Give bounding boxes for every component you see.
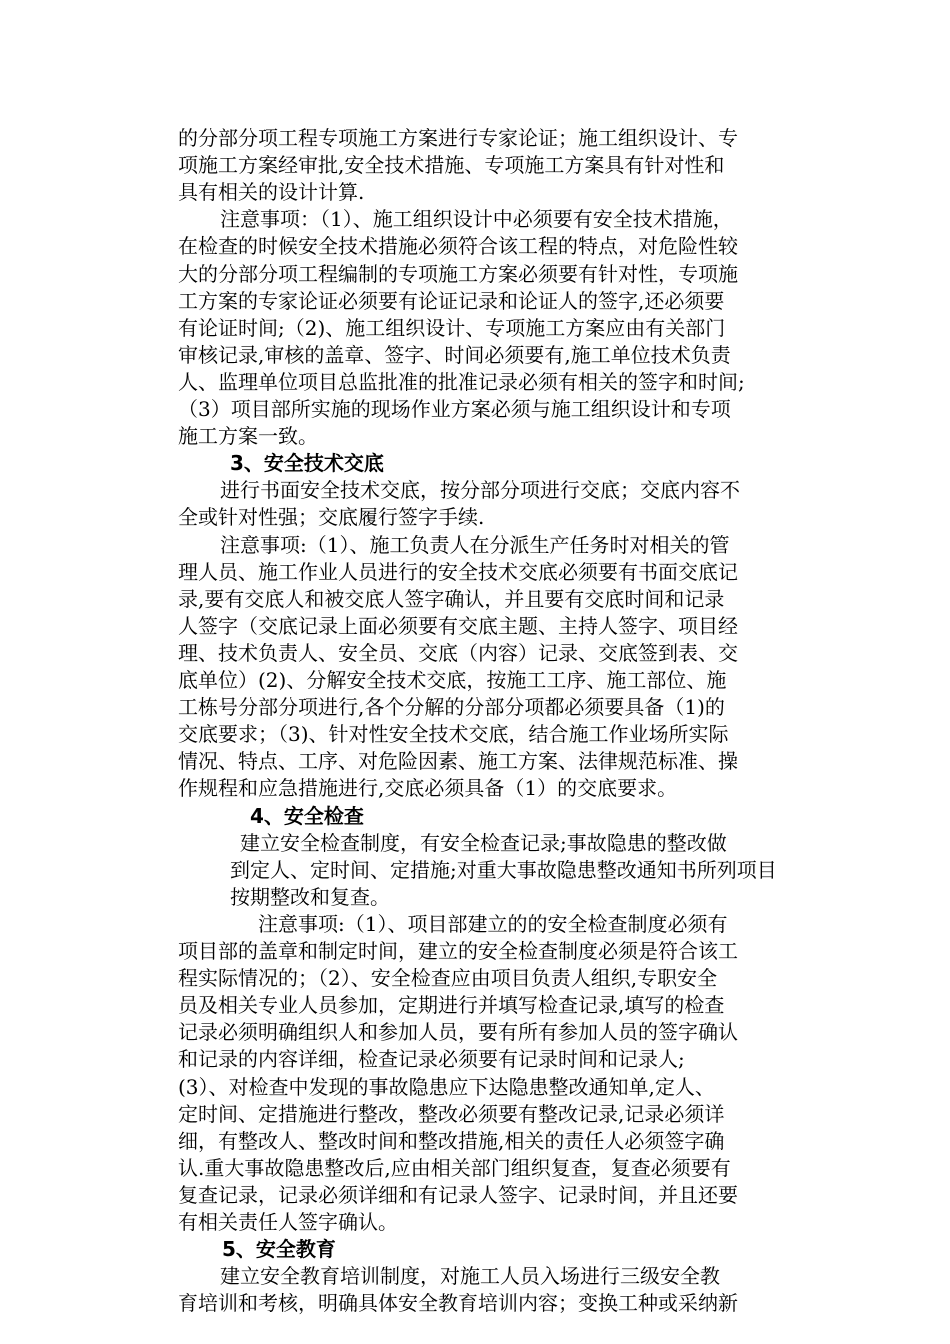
paragraph-line: 和记录的内容详细，检查记录必须要有记录时间和记录人; (178, 1047, 685, 1072)
paragraph-line: 人签字（交底记录上面必须要有交底主题、主持人签字、项目经 (178, 613, 738, 638)
paragraph-line: 建立安全教育培训制度，对施工人员入场进行三级安全教 (220, 1264, 720, 1289)
paragraph-line: 细，有整改人、整改时间和整改措施,相关的责任人必须签字确 (178, 1128, 725, 1153)
paragraph-line: 理人员、施工作业人员进行的安全技术交底必须要有书面交底记 (178, 559, 738, 584)
paragraph-line: 录,要有交底人和被交底人签字确认，并且要有交底时间和记录 (178, 586, 725, 611)
paragraph-line: 大的分部分项工程编制的专项施工方案必须要有针对性，专项施 (178, 261, 738, 286)
paragraph-line: (3）、对检查中发现的事故隐患应下达隐患整改通知单,定人、 (178, 1074, 715, 1099)
paragraph-line: 审核记录,审核的盖章、签字、时间必须要有,施工单位技术负责 (178, 342, 731, 367)
paragraph-line: 按期整改和复查。 (230, 884, 390, 909)
paragraph-line: 认.重大事故隐患整改后,应由相关部门组织复查，复查必须要有 (178, 1155, 731, 1180)
paragraph-line: 交底要求；（3)、针对性安全技术交底，结合施工作业场所实际 (178, 722, 729, 747)
paragraph-line: 注意事项:（1）、项目部建立的的安全检查制度必须有 (258, 911, 728, 936)
paragraph-line: 在检查的时候安全技术措施必须符合该工程的特点，对危险性较 (178, 234, 738, 259)
paragraph-line: 有论证时间;（2)、施工组织设计、专项施工方案应由有关部门 (178, 315, 726, 340)
section-heading: 5、安全教育 (222, 1237, 336, 1262)
paragraph-line: 项施工方案经审批,安全技术措施、专项施工方案具有针对性和 (178, 153, 725, 178)
paragraph-line: 定时间、定措施进行整改，整改必须要有整改记录,记录必须详 (178, 1101, 725, 1126)
paragraph-line: 复查记录，记录必须详细和有记录人签字、记录时间，并且还要 (178, 1182, 738, 1207)
paragraph-line: 有相关责任人签字确认。 (178, 1210, 398, 1234)
paragraph-line: 底单位）(2)、分解安全技术交底，按施工工序、施工部位、施 (178, 668, 727, 692)
paragraph-line: 的分部分项工程专项施工方案进行专家论证；施工组织设计、专 (178, 126, 738, 150)
paragraph-line: 项目部的盖章和制定时间，建立的安全检查制度必须是符合该工 (178, 939, 738, 963)
section-heading: 4、安全检查 (250, 803, 364, 828)
paragraph-line: 具有相关的设计计算. (178, 180, 365, 205)
paragraph-line: 员及相关专业人员参加，定期进行并填写检查记录,填写的检查 (178, 993, 725, 1018)
paragraph-line: 到定人、定时间、定措施;对重大事故隐患整改通知书所列项目 (230, 857, 777, 882)
paragraph-line: 全或针对性强；交底履行签字手续. (178, 505, 485, 530)
paragraph-line: 情况、特点、工序、对危险因素、施工方案、法律规范标准、操 (178, 749, 738, 774)
paragraph-line: 注意事项：（1）、施工组织设计中必须要有安全技术措施， (220, 207, 733, 232)
paragraph-line: 理、技术负责人、安全员、交底（内容）记录、交底签到表、交 (178, 640, 738, 665)
section-heading: 3、安全技术交底 (230, 451, 384, 476)
paragraph-line: 进行书面安全技术交底，按分部分项进行交底；交底内容不 (220, 478, 740, 503)
paragraph-line: 注意事项:（1）、施工负责人在分派生产任务时对相关的管 (220, 532, 730, 557)
paragraph-line: 建立安全检查制度，有安全检查记录;事故隐患的整改做 (240, 830, 727, 855)
paragraph-line: 育培训和考核，明确具体安全教育培训内容；变换工种或采纳新 (178, 1291, 738, 1316)
paragraph-line: 作规程和应急措施进行,交底必须具备（1）的交底要求。 (178, 776, 678, 801)
paragraph-line: 程实际情况的；（2）、安全检查应由项目负责人组织,专职安全 (178, 966, 718, 991)
paragraph-line: 人、监理单位项目总监批准的批准记录必须有相关的签字和时间; (178, 369, 745, 394)
paragraph-line: 工方案的专家论证必须要有论证记录和论证人的签字,还必须要 (178, 288, 725, 313)
paragraph-line: 工栋号分部分项进行,各个分解的分部分项都必须要具备（1)的 (178, 695, 725, 720)
paragraph-line: 施工方案一致。 (178, 424, 318, 449)
paragraph-line: （3）项目部所实施的现场作业方案必须与施工组织设计和专项 (178, 397, 731, 421)
paragraph-line: 记录必须明确组织人和参加人员，要有所有参加人员的签字确认 (178, 1020, 738, 1045)
